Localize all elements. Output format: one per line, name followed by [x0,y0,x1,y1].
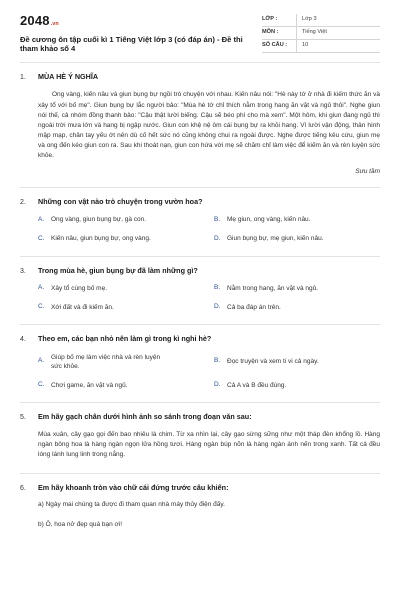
question-heading [20,197,380,207]
option-text: Mẹ giun, ong vàng, kiến nâu. [227,216,311,224]
question-4 [20,324,380,402]
question-heading [20,266,380,276]
option-letter: A. [38,284,45,292]
meta-value: 10 [296,40,308,52]
option-letter: D. [214,234,221,242]
option-letter: D. [214,380,221,388]
passage-text: Ong vàng, kiến nâu và giun bụng bự ngồi trò chuyện với nhau. Kiến nâu nói: "Hè này tớ ở nhà đi kiếm thức ăn và xây tổ với bố mẹ". Giun bụng bự lắc người bảo: "Mùa hè tớ chỉ thích nằm trong hang ăn vặt và ngủ thôi". Nghe giun nói thế, cả nhóm đồng thanh bảo: "Cậu thật lười biếng. Cậu sẽ béo phì cho mà xem". Một hôm, khi giun đang ngủ thì ngoài trời mưa lớn và hang bị ngập nước. Giun con khệ nệ ôm cái bụng bự ra khỏi hang. Vì lười vận động, thân hình mập mạp, chân tay yếu ớt nên dù cố hết sức nó cũng không chui ra ngoài được. Nghe được tiếng kêu cứu, giun mẹ và ong đến kéo giun con ra. Sau khi thoát nạn, giun con hứa với mẹ sẽ chăm chỉ làm việc để kiếm ăn và rèn luyện sức khỏe. [38,91,380,159]
answer-option-b[interactable] [214,353,380,371]
question-number: 5. [20,413,26,421]
passage-title: MÙA HÈ Ý NGHĨA [38,72,99,81]
answer-option-d[interactable] [214,234,380,243]
meta-value: Lớp 3 [296,14,317,26]
answer-option-b[interactable] [214,284,380,293]
meta-table [262,14,380,53]
answer-option-c[interactable] [38,234,204,243]
question-5 [20,402,380,473]
question-number: 4. [20,336,26,344]
answer-option-a[interactable] [38,353,204,371]
option-text: Cả ba đáp án trên. [227,304,281,312]
document-title: Đề cương ôn tập cuối kì 1 Tiếng Việt lớp 3 (có đáp án) - Đề thi tham khảo số 4 [20,34,243,54]
option-letter: B. [214,357,221,365]
answer-options [20,215,380,255]
question-3 [20,256,380,325]
option-letter: C. [38,234,45,242]
meta-value: Tiếng Việt [296,27,327,39]
question-text: Em hãy khoanh tròn vào chữ cái đứng trước câu khiến: [38,482,229,492]
sentence-a[interactable]: a) Ngày mai chúng ta được đi tham quan nhà máy thủy điện đấy. [38,500,225,508]
option-text: Ong vàng, giun bụng bự, gà con. [51,216,147,224]
answer-option-d[interactable] [214,303,380,312]
option-letter: A. [38,357,45,365]
question-number: 2. [20,198,26,206]
question-6 [20,473,380,530]
answer-option-c[interactable] [38,381,204,390]
section-1 [20,62,380,177]
question-text: Những con vật nào trò chuyện trong vườn hoa? [38,196,203,206]
option-letter: C. [38,380,45,388]
option-text: Chơi game, ăn vặt và ngủ. [51,381,128,389]
header [20,12,380,62]
answer-option-b[interactable] [214,215,380,224]
option-text: Giun bụng bự, mẹ giun, kiến nâu. [227,235,324,243]
question-text: Trong mùa hè, giun bụng bự đã làm những gì? [38,265,198,275]
answer-option-c[interactable] [38,303,204,312]
option-text: Đọc truyện và xem ti vi cả ngày. [227,358,319,366]
option-letter: A. [38,215,45,223]
question-text: Em hãy gạch chân dưới hình ảnh so sánh trong đoạn văn sau: [38,411,252,421]
answer-option-d[interactable] [214,381,380,390]
meta-label: LỚP : [262,16,278,23]
sentence-b[interactable]: b) Ô, hoa nở đẹp quá bạn ơi! [38,520,123,528]
logo-main: 2048 [20,13,50,28]
header-left [20,12,255,54]
question-number: 6. [20,484,26,492]
option-letter: B. [214,284,221,292]
logo-tld: .vn [50,21,59,27]
option-text: Giúp bố mẹ làm việc nhà và rèn luyện sức khỏe. [51,353,161,370]
meta-row-subject [262,27,380,40]
question-2 [20,187,380,256]
passage-source: Sưu tầm [355,167,380,175]
meta-label: SỐ CÂU : [262,42,288,49]
meta-label: MÔN : [262,29,279,36]
question-heading [20,412,380,422]
site-logo[interactable] [20,12,255,30]
option-text: Cả A và B đều đúng. [227,381,287,389]
section-number: 1. [20,74,26,81]
option-letter: B. [214,215,221,223]
option-letter: C. [38,303,45,311]
question-heading [20,334,380,344]
option-text: Xới đất và đi kiếm ăn. [51,304,114,312]
question-heading [20,483,380,493]
option-letter: D. [214,303,221,311]
answer-options [20,284,380,324]
meta-row-grade [262,14,380,27]
reading-passage [20,90,380,177]
section-heading [20,72,380,82]
question-number: 3. [20,267,26,275]
option-text: Kiến nâu, giun bụng bự, ong vàng. [51,235,151,243]
sentence-list [20,501,380,530]
question-text: Theo em, các bạn nhỏ nên làm gì trong kì nghỉ hè? [38,334,212,344]
answer-options [20,353,380,402]
comparison-paragraph: Mùa xuân, cây gạo gọi đến bao nhiêu là chim. Từ xa nhìn lại, cây gạo sừng sững như một tháp đèn khổng lồ. Hàng ngàn bông hoa là hàng ngàn ngọn lửa hồng tươi. Hàng ngàn búp nõn là hàng ngàn ánh nến trong xanh. Tất cả đều lóng lánh lung linh trong nắng. [38,431,380,459]
option-text: Nằm trong hang, ăn vặt và ngủ. [227,285,319,292]
answer-option-a[interactable] [38,215,204,224]
meta-row-count [262,40,380,53]
option-text: Xây tổ cùng bố mẹ. [51,285,108,292]
answer-option-a[interactable] [38,284,204,293]
